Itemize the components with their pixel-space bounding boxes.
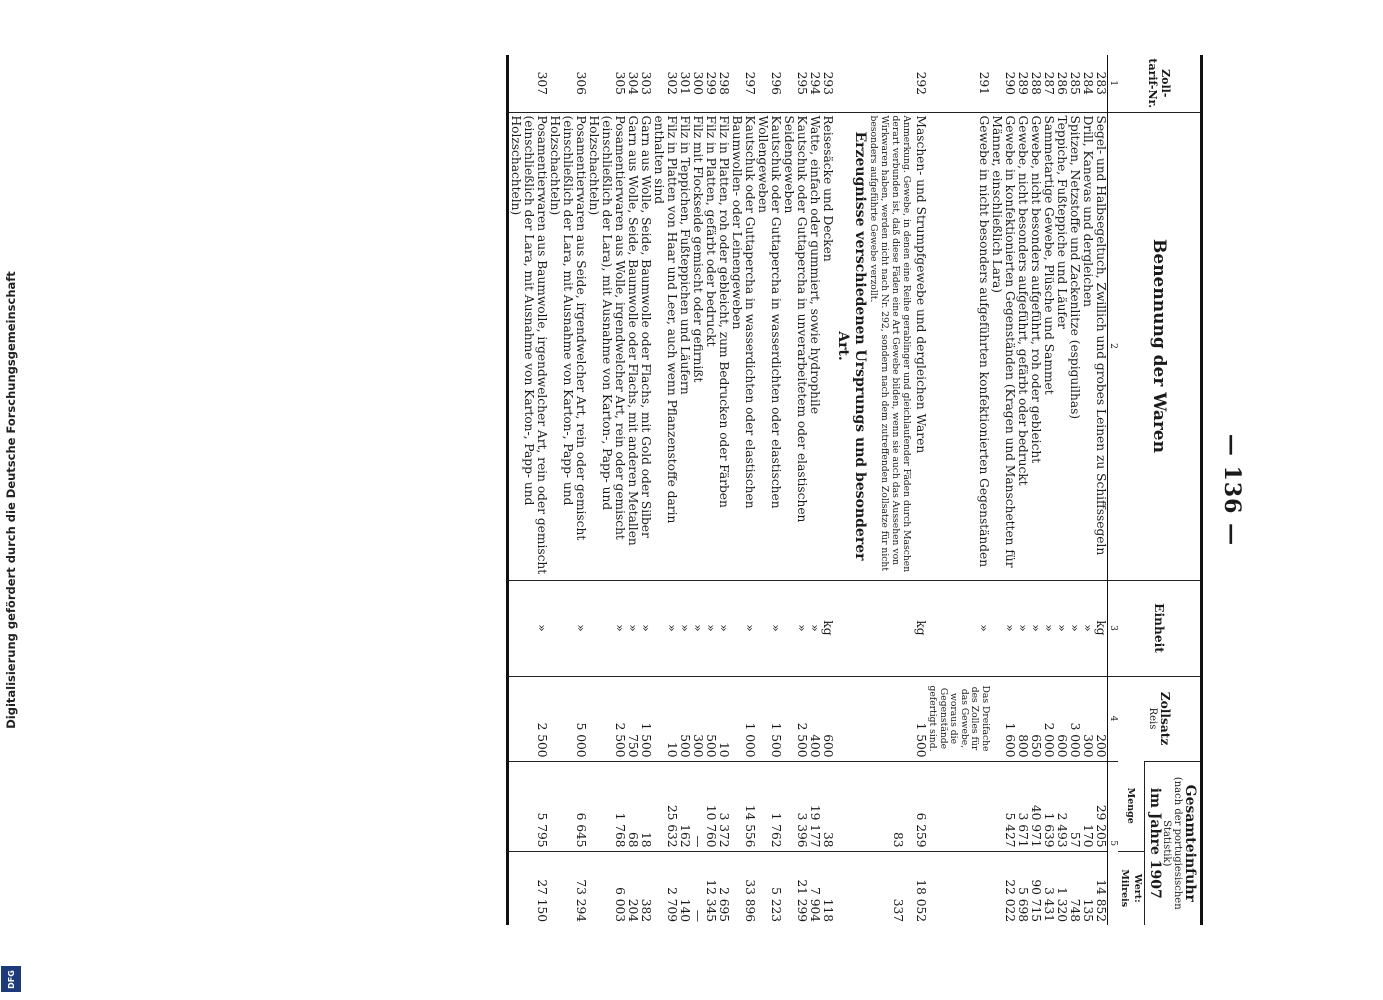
header-duty-rate: Zollsatz Reis [1118, 676, 1202, 761]
table-row [652, 55, 678, 925]
duty-rate: 1 500 [756, 676, 782, 761]
duty-rate: 1 600 [990, 676, 1016, 761]
duty-rate: 300 [691, 676, 704, 761]
duty-rate: 5 000 [548, 676, 587, 761]
goods-name: Kautschuk oder Guttapercha in wasserdichten oder elastischen Wollengeweben [756, 112, 782, 580]
unit: » [626, 580, 639, 676]
goods-name: Garn aus Wolle, Seide, Baumwolle oder Flachs, mit Gold oder Silber [639, 112, 652, 580]
duty-rate: 2 500 [782, 676, 808, 761]
quantity: 5 427 [990, 761, 1016, 851]
value: 5 223 [756, 851, 782, 925]
header-quantity: Menge [1125, 787, 1137, 824]
table-row [1081, 55, 1094, 925]
duty-rate: 600 [821, 676, 834, 761]
tariff-nr: 307 [508, 55, 549, 112]
quantity: 40 971 [1029, 761, 1042, 851]
duty-rate: 1 000 [730, 676, 756, 761]
tariff-nr: 303 [639, 71, 653, 95]
value: 135 [1081, 851, 1094, 925]
tariff-nr: 288 [1029, 71, 1043, 95]
quantity: 29 205 [1094, 761, 1108, 851]
value: 3 431 [1042, 851, 1055, 925]
duty-rate: Das Dreifache des Zolles für das Gewebe, woraus die Gegenstände gefertigt sind. [927, 676, 990, 761]
unit: » [717, 580, 730, 676]
value: 2 709 [652, 851, 678, 925]
value: 12 345 [704, 851, 717, 925]
goods-name: Gewebe in konfektionierten Gegenständen (Kragen und Manschetten für Männer, einschließlich Lara) [990, 112, 1016, 580]
duty-rate: 400 [808, 676, 821, 761]
value: 1 320 [1055, 851, 1068, 925]
value: 90 715 [1029, 851, 1042, 925]
tariff-nr: 304 [626, 71, 640, 95]
quantity: 1 639 [1042, 761, 1055, 851]
tariff-nr: 285 [1068, 71, 1082, 95]
goods-name: Kautschuk oder Guttapercha in unverarbeitetem oder elastischen Seidengeweben [782, 112, 808, 580]
goods-name: Reisesäcke und Decken [821, 112, 834, 580]
value: 7 904 [808, 851, 821, 925]
unit: » [990, 580, 1016, 676]
value: 140 [678, 851, 691, 925]
colnum-3: 3 [1108, 580, 1119, 676]
duty-rate: 600 [1055, 676, 1068, 761]
unit: » [782, 580, 808, 676]
duty-rate: 650 [1029, 676, 1042, 761]
quantity: 25 632 [652, 761, 678, 851]
duty-rate: 1 500 [639, 676, 652, 761]
unit: » [548, 580, 587, 676]
value: 21 299 [782, 851, 808, 925]
unit: » [756, 580, 782, 676]
unit: » [587, 580, 626, 676]
unit: kg [1094, 580, 1108, 676]
colnum-4: 4 [1108, 676, 1119, 761]
table-row [691, 55, 704, 925]
value: 382 [639, 851, 652, 925]
scanned-page [115, 55, 1245, 925]
goods-name: Gewebe, nicht besonders aufgeführt, roh oder gebleicht [1029, 112, 1042, 580]
unit: » [1068, 580, 1081, 676]
unit: » [1042, 580, 1055, 676]
duty-rate: 2 000 [1042, 676, 1055, 761]
unit: » [652, 580, 678, 676]
value-2: 337 [891, 898, 905, 923]
quantity: 6 259 83 [868, 761, 927, 851]
unit: » [927, 580, 990, 676]
quantity: 5 795 [508, 761, 549, 851]
header-goods-name: Benennung der Waren [1118, 112, 1202, 580]
goods-name: Drill, Kanevas und dergleichen [1081, 112, 1094, 580]
value: 204 [626, 851, 639, 925]
unit: » [1016, 580, 1029, 676]
goods-name: Filz mit Flockseide gemischt oder gefirnißt [691, 112, 704, 580]
tariff-nr: 301 [678, 71, 692, 95]
sidebar-credit [0, 0, 22, 1000]
quantity: 68 [626, 761, 639, 851]
value: 73 294 [548, 851, 587, 925]
header-tariff-nr: Zoll-tarif-Nr. [1118, 55, 1202, 112]
tariff-nr: 306 [574, 71, 588, 95]
quantity: — [691, 761, 704, 851]
tariff-nr: 299 [704, 71, 718, 95]
quantity: 19 177 [808, 761, 821, 851]
goods-name: Posamentierwaren aus Baumwolle, irgendwelcher Art, rein oder gemischt (einschließlich der Lara, mit Ausnahme von Karton-, Papp- und Holzschachteln) [508, 112, 549, 580]
quantity: 3 372 [717, 761, 730, 851]
quantity: 162 [678, 761, 691, 851]
value: 14 852 [1094, 851, 1108, 925]
tariff-nr: 283 [1094, 71, 1108, 95]
duty-rate: 1 500 [868, 676, 927, 761]
section-title: Erzeugnisse verschiedenen Ursprungs und besonderer Art. [834, 112, 868, 580]
table-row [990, 55, 1016, 925]
goods-name: Posamentierwaren aus Seide, irgendwelcher Art, rein oder gemischt (einschließlich der Lara, mit Ausnahme von Karton-, Papp- und Holzschachteln) [548, 112, 587, 580]
duty-rate: 200 [1094, 676, 1108, 761]
unit: kg [868, 580, 927, 676]
colnum-5: 5 [1108, 761, 1119, 925]
tariff-nr: 291 [977, 71, 991, 95]
tariff-nr: 302 [665, 71, 679, 95]
duty-rate: 800 [1016, 676, 1029, 761]
table-row [1029, 55, 1042, 925]
goods-name: Teppiche, Fußteppiche und Läufer [1055, 112, 1068, 580]
goods-name: Sammetartige Gewebe, Plüsche und Sammet [1042, 112, 1055, 580]
tariff-nr: 292 [914, 71, 928, 95]
section-spacer [834, 676, 868, 761]
unit: » [508, 580, 549, 676]
value: 27 150 [508, 851, 549, 925]
section-spacer [834, 761, 868, 851]
unit: » [1029, 580, 1042, 676]
quantity: 10 760 [704, 761, 717, 851]
unit: » [639, 580, 652, 676]
value: 5 698 [1016, 851, 1029, 925]
table-row [717, 55, 730, 925]
section-spacer [834, 580, 868, 676]
table-row [626, 55, 639, 925]
table-row [678, 55, 691, 925]
colnum-1: 1 [1108, 55, 1119, 112]
unit: » [1081, 580, 1094, 676]
value: 33 896 [730, 851, 756, 925]
table-row [1042, 55, 1055, 925]
unit: » [678, 580, 691, 676]
unit: » [730, 580, 756, 676]
quantity: 18 [639, 761, 652, 851]
header-unit: Einheit [1118, 580, 1202, 676]
header-value: Wert: Milreis [1118, 851, 1145, 925]
tariff-nr: 293 [821, 71, 835, 95]
quantity: 14 556 [730, 761, 756, 851]
duty-rate: 3 000 [1068, 676, 1081, 761]
quantity: 57 [1068, 761, 1081, 851]
goods-name: Posamentierwaren aus Wolle, irgendwelcher Art, rein oder gemischt (einschließlich der Lara), mit Ausnahme von Karton-, Papp- und Holzschachteln) [587, 112, 626, 580]
tariff-nr: 295 [795, 71, 809, 95]
goods-name: Filz in Platten, roh oder gebleicht, zum Bedrucken oder Färben [717, 112, 730, 580]
table-row [868, 55, 927, 925]
table-row [1068, 55, 1081, 925]
table-row [1094, 55, 1108, 925]
goods-name: Filz in Platten von Haar und Leer, auch wenn Pflanzenstoffe darin enthalten sind [652, 112, 678, 580]
goods-name: Watte, einfach oder gummiert, sowie hydrophile [808, 112, 821, 580]
tariff-nr: 300 [691, 71, 705, 95]
table-row [730, 55, 756, 925]
tariff-table [506, 55, 1203, 925]
value: 118 [821, 851, 834, 925]
table-row [587, 55, 626, 925]
value: 6 003 [587, 851, 626, 925]
table-row [782, 55, 808, 925]
tariff-nr: 286 [1055, 71, 1069, 95]
tariff-nr: 297 [743, 71, 757, 95]
duty-rate: 2 500 [508, 676, 549, 761]
quantity: 1 762 [756, 761, 782, 851]
unit: » [704, 580, 717, 676]
value [927, 851, 990, 925]
value: 18 052 337 [868, 851, 927, 925]
table-row [756, 55, 782, 925]
goods-name: Maschen- und Strumpfgewebe und dergleichen Waren Anmerkung. Gewebe, in denen eine Reihe gerablinger und gleichlaufender Fäden durch Maschen derart verbunden ist, daß diese Fäden eine Art Gewebe bilden, wenn sie auch das Aussehen von Wirkwaren haben, werden nicht nach Nr. 292, sondern nach dem zutreffenden Zollsatze für nicht besonders aufgeführte Gewebe verzollt. [868, 112, 927, 580]
goods-name: Garn aus Wolle, Seide, Baumwolle oder Flachs, mit anderen Metallen [626, 112, 639, 580]
unit: » [1055, 580, 1068, 676]
tariff-nr: 284 [1081, 71, 1095, 95]
duty-rate: 500 [678, 676, 691, 761]
quantity: 170 [1081, 761, 1094, 851]
quantity-2: 83 [891, 831, 905, 848]
unit: kg [821, 580, 834, 676]
goods-name: Kautschuk oder Guttapercha in wasserdichten oder elastischen Baumwollen- oder Leinengeweben [730, 112, 756, 580]
quantity: 2 493 [1055, 761, 1068, 851]
goods-name: Gewebe, nicht besonders aufgeführt, gefärbt oder bedruckt [1016, 112, 1029, 580]
goods-note: Anmerkung. Gewebe, in denen eine Reihe gerablinger und gleichlaufender Fäden durch Maschen derart verbunden ist, daß diese Fäden eine Art Gewebe bilden, wenn sie auch das Aussehen von Wirkwaren haben, werden nicht nach Nr. 292, sondern nach dem zutreffenden Zollsatze für nicht besonders aufgeführte Gewebe verzollt. [868, 115, 912, 573]
value: 748 [1068, 851, 1081, 925]
quantity: 3 396 [782, 761, 808, 851]
dfg-logo: DFG [1, 966, 21, 992]
duty-rate: 750 [626, 676, 639, 761]
funding-credit: Digitalisierung gefördert durch die Deutsche Forschungsgemeinschaft [4, 271, 18, 729]
table-row [704, 55, 717, 925]
tariff-nr: 289 [1016, 71, 1030, 95]
value: — [691, 851, 704, 925]
quantity: 6 645 [548, 761, 587, 851]
section-spacer [834, 55, 868, 112]
quantity: 3 671 [1016, 761, 1029, 851]
unit: » [808, 580, 821, 676]
duty-rate: 500 [704, 676, 717, 761]
goods-name: Gewebe in nicht besonders aufgeführten konfektionierten Gegenständen [927, 112, 990, 580]
duty-rate: 300 [1081, 676, 1094, 761]
section-spacer [834, 851, 868, 925]
tariff-nr: 290 [1003, 71, 1017, 95]
page-number: — 136 — [1219, 433, 1245, 547]
unit: » [691, 580, 704, 676]
goods-name: Filz in Teppichen, Fußteppichen und Läufern [678, 112, 691, 580]
goods-name: Spitzen, Netzstoffe und Zackenlitze (espiguilhas) [1068, 112, 1081, 580]
header-total-import: Gesamteinfuhr (nach der portugiesischen Statistik) im Jahre 1907 [1145, 761, 1202, 925]
goods-name: Filz in Platten, gefärbt oder bedruckt [704, 112, 717, 580]
duty-rate: 10 [717, 676, 730, 761]
quantity: 38 [821, 761, 834, 851]
value: 22 022 [990, 851, 1016, 925]
quantity: 1 768 [587, 761, 626, 851]
colnum-2: 2 [1108, 112, 1119, 580]
table-row [508, 55, 549, 925]
duty-rate: 10 [652, 676, 678, 761]
goods-name: Segel- und Halbsegeltuch, Zwillich und grobes Leinen zu Schiffssegeln [1094, 112, 1108, 580]
table-row [927, 55, 990, 925]
table-row [821, 55, 834, 925]
table-row [1016, 55, 1029, 925]
tariff-nr: 296 [769, 71, 783, 95]
quantity [927, 761, 990, 851]
table-row [548, 55, 587, 925]
tariff-nr: 287 [1042, 71, 1056, 95]
table-row [639, 55, 652, 925]
tariff-nr: 305 [613, 71, 627, 95]
table-row [808, 55, 821, 925]
table-row [1055, 55, 1068, 925]
value: 2 695 [717, 851, 730, 925]
tariff-nr: 298 [717, 71, 731, 95]
duty-rate: 2 500 [587, 676, 626, 761]
tariff-nr: 294 [808, 71, 822, 95]
